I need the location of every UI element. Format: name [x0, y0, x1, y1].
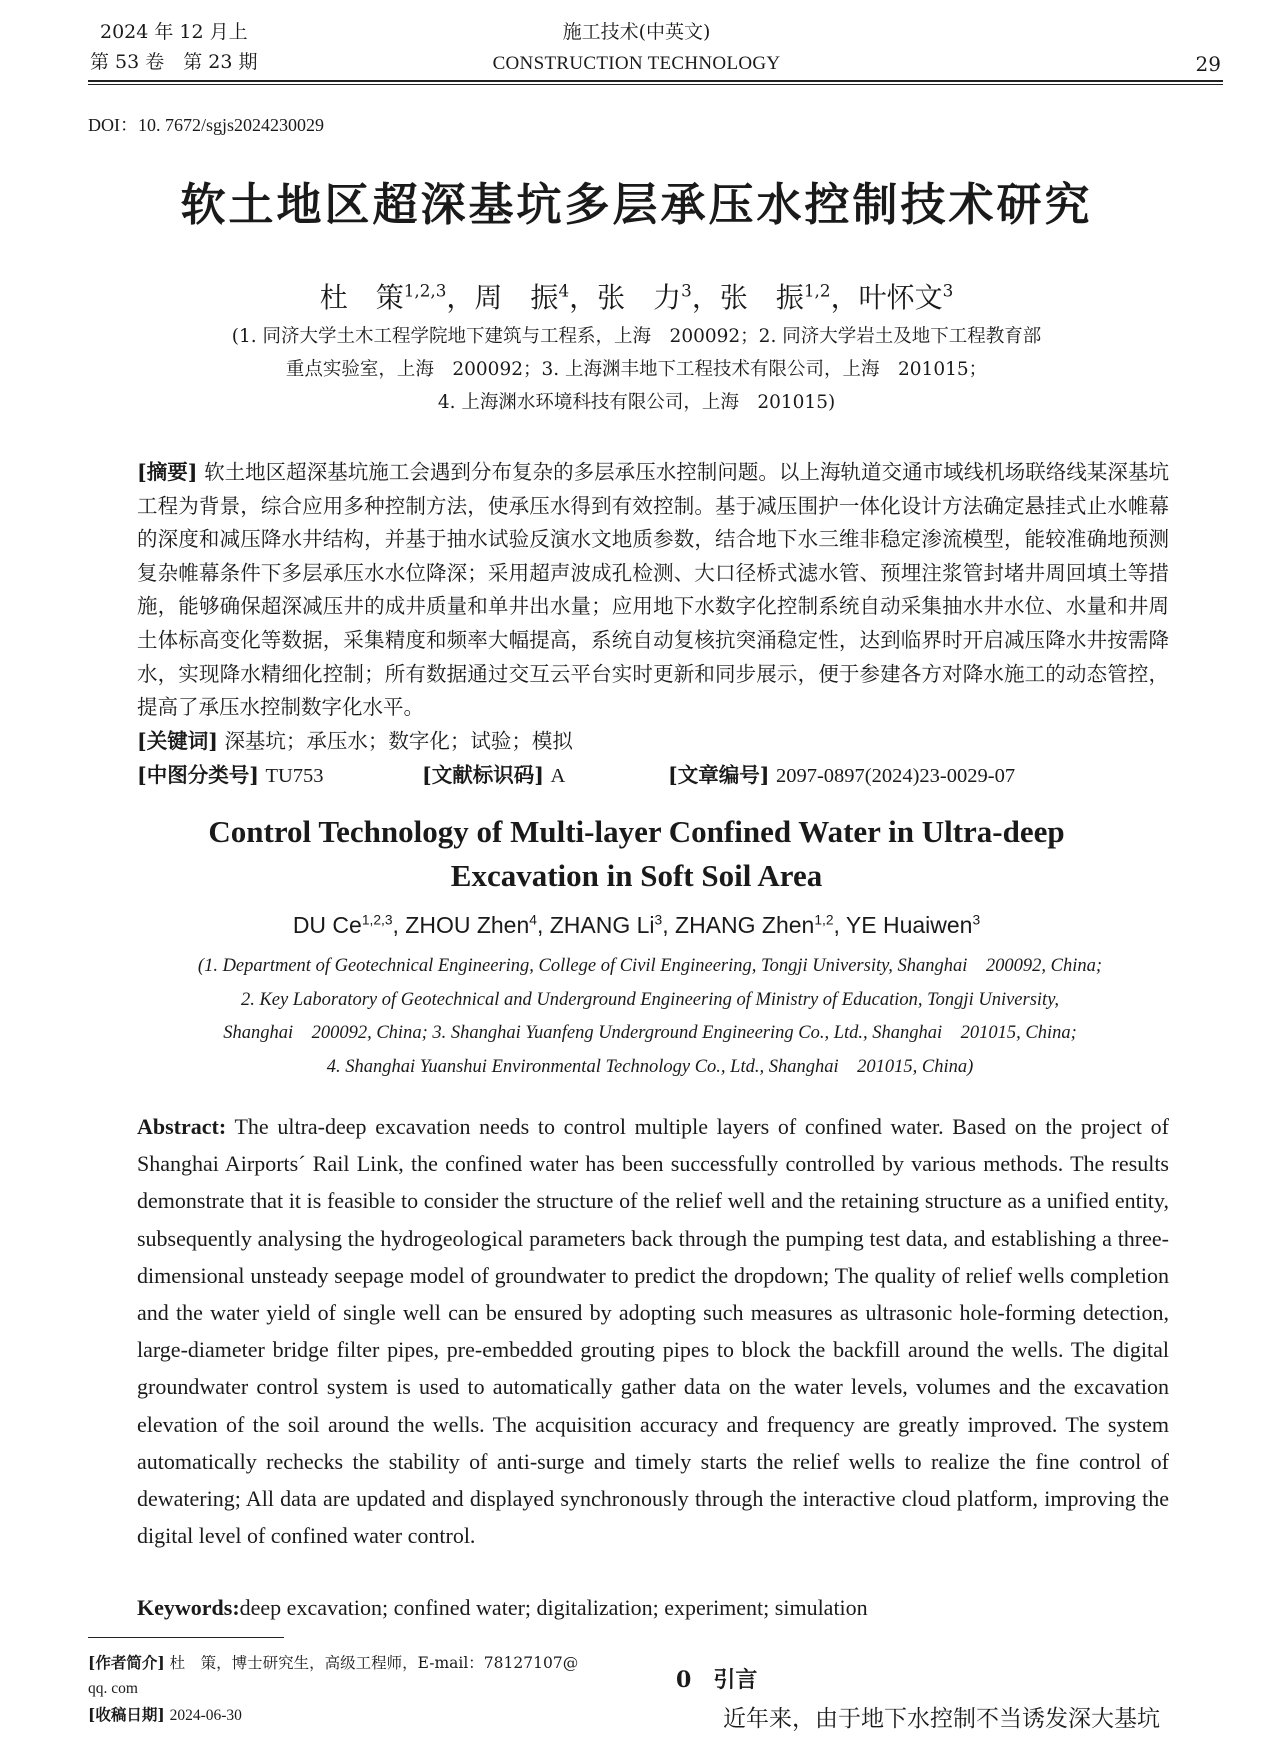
authors-en — [0, 912, 1273, 939]
footnote: [作者简介] 杜 策，博士研究生，高级工程师，E-mail：78127107@ qq. com [收稿日期] 2024-06-30 — [88, 1653, 579, 1724]
header-rule-thick — [88, 80, 1223, 82]
author-en: ZHOU Zhen$^4$, — [405, 912, 550, 938]
journal-title-en: CONSTRUCTION TECHNOLOGY — [492, 53, 781, 74]
author-cn: 周 振$^4$， — [474, 280, 598, 314]
author-cn: 张 振$^{1,2}$， — [719, 280, 859, 314]
abstract-cn-label: [摘要] — [137, 460, 198, 484]
page-number: 29 — [1195, 52, 1221, 76]
author-cn: 张 力$^3$， — [597, 280, 720, 314]
author-en: YE Huaiwen$^3$ — [845, 912, 981, 938]
title-cn: 软土地区超深基坑多层承压水控制技术研究 — [180, 178, 1093, 231]
document-code: [文献标识码] A — [422, 763, 566, 787]
abstract-cn-text: 软土地区超深基坑施工会遇到分布复杂的多层承压水控制问题。以上海轨道交通市域线机场联络线某深基坑工程为背景，综合应用多种控制方法，使承压水得到有效控制。基于减压围护一体化设计方法确定悬挂式止水帷幕的深度和减压降水井结构，并基于抽水试验反演水文地质参数，结合地下水三维非稳定渗流模型，能较准确地预测复杂帷幕条件下多层承压水水位降深；采用超声波成孔检测、大口径桥式滤水管、预埋注浆管封堵井周回填土等措施，能够确保超深减压井的成井质量和单井出水量；应用地下水数字化控制系统自动采集抽水井水位、水量和井周土体标高变化等数据，采集精度和频率大幅提高，系统自动复核抗突涌稳定性，达到临界时开启减压降水井按需降水，实现降水精细化控制；所有数据通过交互云平台实时更新和同步展示，便于参建各方对降水施工的动态管控，提高了承压水控制数字化水平。 — [137, 460, 1169, 720]
affiliation-line: 4. 上海渊水环境科技有限公司，上海 201015) — [437, 392, 836, 413]
doi: DOI：10. 7672/sgjs2024230029 — [88, 115, 325, 135]
abstract-en-text: The ultra-deep excavation needs to control multiple layers of confined water. Based on the project of Shanghai Airports´ Rail Link, the confined water has been successfully controlled by various methods. The results demonstrate that it is feasible to consider the structure of the relief well and the retaining structure as a unified entity, subsequently analysing the hydrogeological parameters back through the pumping test data, and establishing a three-dimensional unsteady seepage model of groundwater to predict the dropdown; The quality of relief wells completion and the water yield of single well can be ensured by adopting such measures as ultrasonic hole-forming detection, large-diameter bridge filter pipes, pre-embedded grouting pipes to block the backfill around the wells. The digital groundwater control system is used to automatically gather data on the water levels, volumes and the excavation elevation of the soil around the wells. The acquisition accuracy and frequency are greatly improved. The system automatically rechecks the stability of anti-surge and timely starts the relief wells to realize the fine control of dewatering; All data are updated and displayed synchronously through the interactive cloud platform, improving the digital level of confined water control. — [137, 1114, 1170, 1549]
affiliation-line: (1. 同济大学土木工程学院地下建筑与工程系，上海 200092；2. 同济大学岩土及地下工程教育部 — [231, 326, 1042, 347]
affiliation-line: Shanghai 200092, China; 3. Shanghai Yuanfeng Underground Engineering Co., Ltd., Shanghai 201015, China; — [223, 1023, 1077, 1043]
clc-code: [中图分类号] TU753 — [137, 763, 324, 787]
issue-date: 2024 年 12 月上 — [100, 21, 248, 43]
authors-cn — [0, 276, 1273, 316]
journal-title-cn: 施工技术(中英文) — [562, 21, 711, 43]
section-heading: 0 引言 — [676, 1667, 758, 1693]
affiliation-line: 重点实验室，上海 200092；3. 上海渊丰地下工程技术有限公司，上海 201015； — [285, 359, 988, 380]
header-rule-thin — [88, 84, 1223, 85]
keywords-cn: [关键词] 深基坑；承压水；数字化；试验；模拟 — [137, 729, 573, 753]
author-cn: 杜 策$^{1,2,3}$， — [319, 280, 475, 314]
author-en: ZHANG Li$^3$, — [549, 912, 676, 938]
volume-issue: 第 53 卷 第 23 期 — [90, 51, 258, 73]
affiliation-line: 2. Key Laboratory of Geotechnical and Underground Engineering of Ministry of Education, Tongji University, — [240, 989, 1060, 1010]
author-en: DU Ce$^{1,2,3}$, — [292, 912, 406, 938]
abstract-cn — [137, 456, 1169, 725]
affiliation-line: (1. Department of Geotechnical Engineering, College of Civil Engineering, Tongji University, Shanghai 200092, China; — [197, 956, 1103, 976]
abstract-en — [137, 1108, 1169, 1554]
article-number: [文章编号] 2097-0897(2024)23-0029-07 — [668, 763, 1016, 787]
abstract-en-label: Abstract: — [137, 1114, 227, 1139]
author-cn: 叶怀文$^3$ — [858, 280, 954, 314]
footnote-rule — [88, 1637, 284, 1638]
author-en: ZHANG Zhen$^{1,2}$, — [675, 912, 846, 938]
affiliations-en — [120, 950, 1180, 1084]
keywords-en: Keywords:deep excavation; confined water; digitalization; experiment; simulation — [137, 1595, 868, 1620]
body-first-line: 近年来，由于地下水控制不当诱发深大基坑 — [723, 1706, 1160, 1732]
affiliation-line: 4. Shanghai Yuanshui Environmental Technology Co., Ltd., Shanghai 201015, China) — [326, 1056, 974, 1077]
affiliations-cn — [0, 320, 1273, 419]
title-en: Control Technology of Multi-layer Confined Water in Ultra-deep Excavation in Soft Soil Area — [208, 814, 1065, 893]
